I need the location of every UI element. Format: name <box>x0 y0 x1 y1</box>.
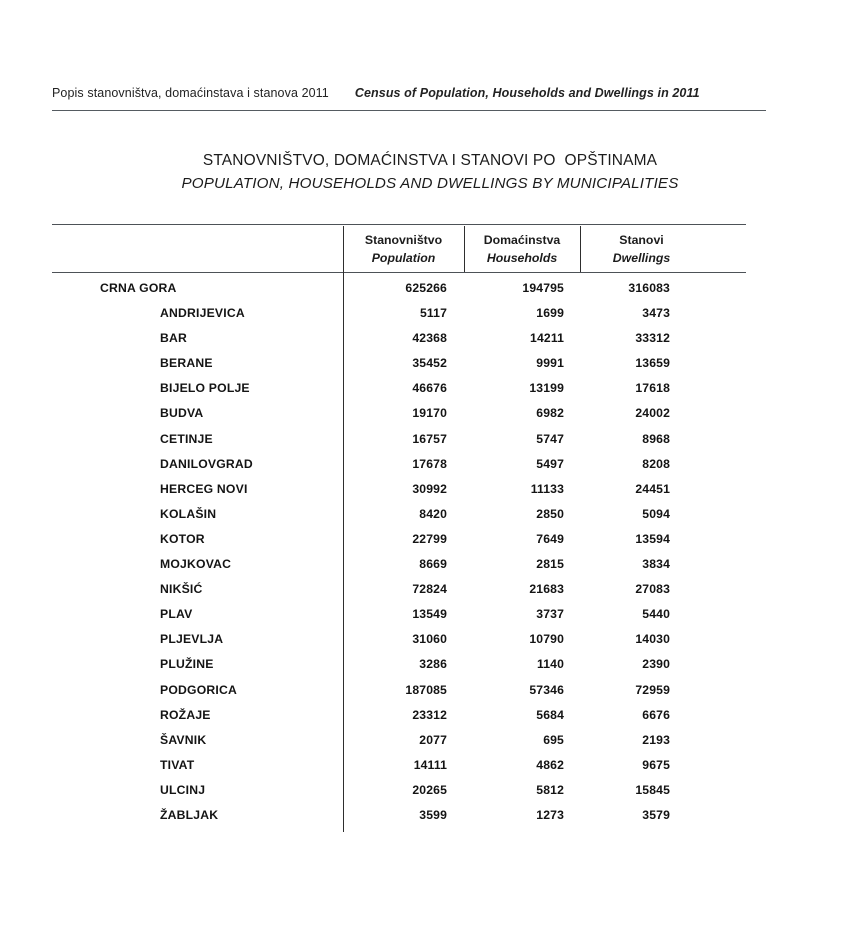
cell-households: 9991 <box>536 356 564 371</box>
column-header-dwellings <box>580 232 703 267</box>
cell-municipality-name: PODGORICA <box>160 682 237 697</box>
cell-population: 187085 <box>405 682 447 697</box>
cell-municipality-name: DANILOVGRAD <box>160 456 253 471</box>
cell-municipality-name: ŠAVNIK <box>160 732 207 747</box>
running-head-local: Popis stanovništva, domaćinstava i stanova 2011 <box>52 86 329 100</box>
table-row <box>52 627 746 652</box>
cell-dwellings: 2193 <box>642 732 670 747</box>
cell-dwellings: 316083 <box>628 281 670 295</box>
cell-population: 23312 <box>412 707 447 722</box>
cell-population: 14111 <box>413 757 447 772</box>
cell-population: 16757 <box>412 431 447 446</box>
cell-households: 3737 <box>536 607 564 622</box>
cell-dwellings: 14030 <box>635 632 670 647</box>
cell-dwellings: 9675 <box>642 757 670 772</box>
cell-municipality-name: BUDVA <box>160 406 204 421</box>
cell-population: 2077 <box>419 732 447 747</box>
table-row <box>52 577 746 602</box>
cell-municipality-name: PLJEVLJA <box>160 632 224 647</box>
cell-households: 1273 <box>536 807 564 822</box>
cell-dwellings: 3579 <box>642 807 670 822</box>
cell-households: 2850 <box>536 506 564 521</box>
table-title <box>0 150 860 194</box>
cell-households: 2815 <box>536 557 564 572</box>
table-row <box>52 652 746 677</box>
cell-dwellings: 72959 <box>635 682 670 697</box>
column-header-dwellings-english: Dwellings <box>612 251 671 265</box>
column-header-dwellings-local: Stanovi <box>619 233 664 247</box>
cell-municipality-name: CRNA GORA <box>100 281 177 295</box>
cell-households: 1699 <box>536 306 564 321</box>
table-row <box>52 703 746 728</box>
table-header-rule <box>52 272 746 273</box>
cell-population: 625266 <box>405 281 447 295</box>
cell-households: 6982 <box>536 406 564 421</box>
cell-municipality-name: NIKŠIĆ <box>160 582 203 597</box>
column-header-population-local: Stanovništvo <box>364 233 443 247</box>
cell-population: 8420 <box>419 506 447 521</box>
cell-population: 5117 <box>419 306 447 321</box>
cell-dwellings: 15845 <box>635 782 670 797</box>
cell-households: 14211 <box>530 331 564 346</box>
cell-dwellings: 5440 <box>642 607 670 622</box>
cell-dwellings: 6676 <box>642 707 670 722</box>
table-row <box>52 502 746 527</box>
cell-municipality-name: BIJELO POLJE <box>160 381 250 396</box>
cell-dwellings: 27083 <box>635 582 670 597</box>
cell-households: 5812 <box>536 782 564 797</box>
column-header-households-local: Domaćinstva <box>483 233 561 247</box>
table-row <box>52 527 746 552</box>
table-row <box>52 602 746 627</box>
table-row <box>52 778 746 803</box>
cell-dwellings: 3473 <box>642 306 670 321</box>
cell-households: 11133 <box>530 481 564 496</box>
column-header-population <box>343 232 464 267</box>
table-row <box>52 351 746 376</box>
table-header-row <box>52 226 746 272</box>
cell-population: 3286 <box>419 657 447 672</box>
table-top-rule <box>52 224 746 225</box>
cell-households: 10790 <box>529 632 564 647</box>
cell-population: 72824 <box>412 582 447 597</box>
table-row <box>52 427 746 452</box>
cell-dwellings: 17618 <box>635 381 670 396</box>
running-head-english: Census of Population, Households and Dwellings in 2011 <box>354 86 700 100</box>
cell-dwellings: 13659 <box>635 356 670 371</box>
running-head <box>52 86 766 104</box>
cell-municipality-name: ŽABLJAK <box>160 807 219 822</box>
cell-population: 30992 <box>412 481 447 496</box>
column-header-households-english: Households <box>486 251 558 265</box>
cell-municipality-name: PLUŽINE <box>160 657 214 672</box>
cell-dwellings: 24451 <box>635 481 670 496</box>
table-row <box>52 301 746 326</box>
table-row <box>52 326 746 351</box>
cell-municipality-name: KOLAŠIN <box>160 506 217 521</box>
cell-households: 5497 <box>536 456 564 471</box>
table-row <box>52 552 746 577</box>
cell-households: 57346 <box>529 682 564 697</box>
cell-population: 19170 <box>412 406 447 421</box>
cell-population: 35452 <box>412 356 447 371</box>
cell-population: 42368 <box>412 331 447 346</box>
table-row <box>52 452 746 477</box>
cell-population: 22799 <box>412 531 447 546</box>
cell-households: 5684 <box>536 707 564 722</box>
cell-municipality-name: HERCEG NOVI <box>160 481 248 496</box>
table-title-english: POPULATION, HOUSEHOLDS AND DWELLINGS BY MUNICIPALITIES <box>181 175 679 192</box>
cell-population: 31060 <box>412 632 447 647</box>
running-head-rule <box>52 110 766 111</box>
cell-population: 3599 <box>419 807 447 822</box>
cell-households: 7649 <box>536 531 564 546</box>
column-header-households <box>464 232 580 267</box>
cell-municipality-name: PLAV <box>160 607 193 622</box>
cell-households: 4862 <box>536 757 564 772</box>
cell-households: 695 <box>543 732 564 747</box>
cell-municipality-name: ANDRIJEVICA <box>160 306 245 321</box>
cell-households: 194795 <box>522 281 564 295</box>
table-row <box>52 678 746 703</box>
cell-municipality-name: KOTOR <box>160 531 205 546</box>
cell-households: 13199 <box>529 381 564 396</box>
cell-municipality-name: ROŽAJE <box>160 707 211 722</box>
table-title-local: STANOVNIŠTVO, DOMAĆINSTVA I STANOVI PO OPŠTINAMA <box>202 152 658 169</box>
cell-population: 8669 <box>419 557 447 572</box>
table-row <box>52 477 746 502</box>
cell-population: 20265 <box>412 782 447 797</box>
cell-municipality-name: BERANE <box>160 356 213 371</box>
cell-dwellings: 2390 <box>642 657 670 672</box>
column-header-population-english: Population <box>371 251 436 265</box>
table-row <box>52 276 746 301</box>
cell-dwellings: 8208 <box>642 456 670 471</box>
cell-dwellings: 13594 <box>635 531 670 546</box>
cell-dwellings: 3834 <box>642 557 670 572</box>
cell-population: 13549 <box>412 607 447 622</box>
cell-dwellings: 33312 <box>635 331 670 346</box>
table-body <box>52 276 746 828</box>
cell-municipality-name: MOJKOVAC <box>160 557 232 572</box>
cell-municipality-name: BAR <box>160 331 188 346</box>
cell-households: 1140 <box>536 657 564 672</box>
cell-dwellings: 5094 <box>642 506 670 521</box>
cell-population: 46676 <box>412 381 447 396</box>
table-row <box>52 376 746 401</box>
cell-dwellings: 8968 <box>642 431 670 446</box>
table-row <box>52 728 746 753</box>
cell-dwellings: 24002 <box>635 406 670 421</box>
table-row <box>52 401 746 426</box>
cell-households: 21683 <box>529 582 564 597</box>
cell-municipality-name: ULCINJ <box>160 782 206 797</box>
table-row <box>52 753 746 778</box>
cell-municipality-name: TIVAT <box>160 757 195 772</box>
cell-population: 17678 <box>412 456 447 471</box>
cell-households: 5747 <box>536 431 564 446</box>
cell-municipality-name: CETINJE <box>160 431 213 446</box>
table-row <box>52 803 746 828</box>
